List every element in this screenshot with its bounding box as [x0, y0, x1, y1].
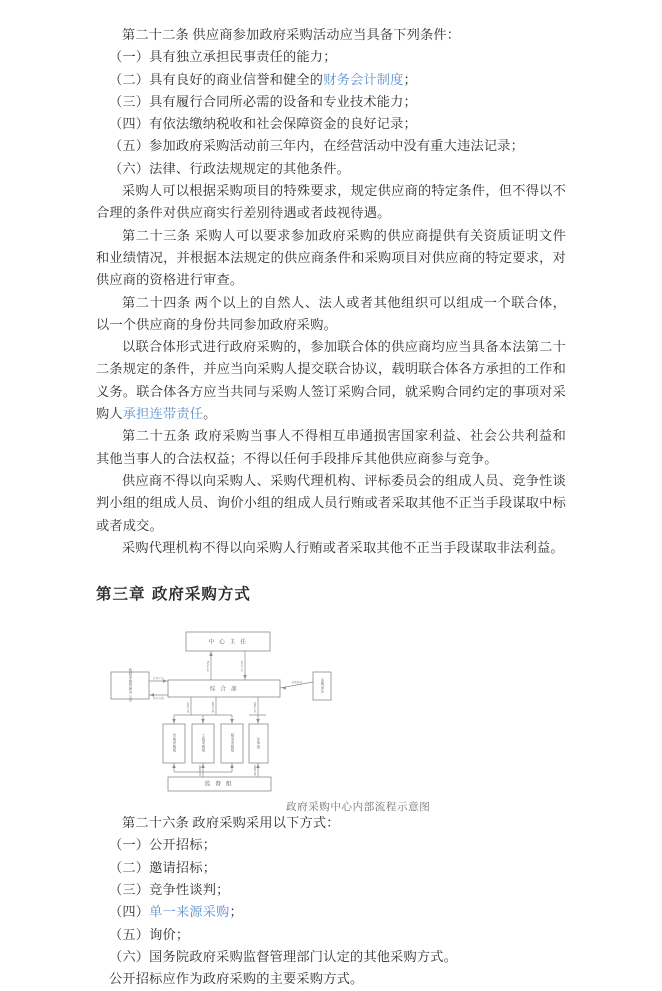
paragraph-article-24: 第二十四条 两个以上的自然人、法人或者其他组织可以组成一个联合体，以一个供应商的身份共同参加政府采购。: [96, 294, 566, 332]
paragraph-article-22-item-3: （三）具有履行合同所必需的设备和专业技术能力；: [109, 93, 417, 109]
chapter-heading-3: 第三章 政府采购方式: [96, 585, 251, 604]
arrowhead-down-3: [230, 719, 234, 723]
node-dept2-label: 工程采购组: [201, 733, 205, 753]
paragraph-article-25-sub-2: 供应商不得以向采购人、采购代理机构、评标委员会的组成人员、竞争性谈判小组的组成人员、询价小组的组成人员行贿或者采取其他不正当手段谋取中标或者成交。: [96, 472, 566, 533]
article-24-sub-2-tail: 。: [203, 406, 217, 422]
figure-procurement-center-flowchart: [96, 625, 566, 814]
edge-label-left-out: 执行反馈: [153, 697, 164, 701]
paragraph-article-22-item-6: （六）法律、行政法规规定的其他条件。: [109, 160, 350, 176]
arrowhead-up-dept2: [201, 764, 205, 768]
paragraph-article-25-sub-3: 采购代理机构不得以向采购人行贿或者采取其他不正当手段谋取非法利益。: [122, 539, 564, 555]
edge-label-up-2: 监督反馈: [253, 764, 256, 776]
spacer-below-chapter: [96, 606, 566, 625]
node-general-dept-label: 综 合 部: [209, 686, 239, 693]
paragraph-article-26-item-4: [96, 901, 566, 923]
paragraph-article-22-item-2: [96, 69, 566, 91]
node-dept4-label: 评审组: [256, 737, 260, 749]
paragraph-article-26-item-5: （五）询价；: [109, 926, 190, 942]
paragraph-article-26-item-2: （二）邀请招标；: [109, 859, 217, 875]
paragraph-article-22-item-5: （五）参加政府采购活动前三年内，在经营活动中没有重大违法记录；: [109, 138, 525, 154]
edge-label-right-out: 采购需求: [291, 681, 303, 685]
arrowhead-down-4: [256, 719, 260, 723]
item-2-text-tail: ；: [403, 71, 417, 87]
paragraph-article-26: 第二十六条 政府采购采用以下方式：: [122, 815, 340, 831]
paragraph-article-22-item-1: （一）具有独立承担民事责任的能力；: [109, 49, 337, 65]
node-dept3-label: 服务采购组: [230, 733, 234, 753]
item-4-text-tail: ；: [229, 904, 243, 920]
paragraph-article-22-item-4: （四）有依法缴纳税收和社会保障资金的良好记录；: [109, 116, 417, 132]
paragraph-article-22-sub-2: 采购人可以根据采购项目的特殊要求，规定供应商的特定条件，但不得以不合理的条件对供应商实行差别待遇或者歧视待遇。: [96, 183, 566, 221]
edge-label-to-director: 请示汇报: [206, 660, 209, 672]
arrowhead-up-dept4: [256, 764, 260, 768]
paragraph-article-22: 第二十二条 供应商参加政府采购活动应当具备下列条件：: [122, 27, 461, 42]
node-supervision-label: 监 督 组: [204, 781, 234, 788]
node-right-unit-label: 采购单位: [320, 678, 324, 694]
item-2-text-lead: （二）具有良好的商业信誉和健全的: [109, 71, 324, 87]
paragraph-article-23: 第二十三条 采购人可以要求参加政府采购的供应商提供有关资质证明文件和业绩情况，并根据本法规定的供应商条件和采购项目对供应商的特定要求，对供应商的资格进行审查。: [96, 227, 566, 288]
link-joint-several-liability[interactable]: 承担连带责任: [122, 406, 204, 422]
paragraph-article-26-item-1: （一）公开招标；: [109, 837, 217, 853]
edge-label-down-3: 结果汇总: [253, 701, 256, 713]
edge-label-left-in: 计划下达: [153, 677, 164, 681]
arrowhead-up-director: [209, 652, 213, 656]
arrowhead-up-dept3: [230, 764, 234, 768]
edge-label-up-1: 监督检查: [198, 764, 201, 776]
document-body-column: [96, 24, 566, 991]
paragraph-article-26-sub-2: 公开招标应作为政府采购的主要采购方式。: [109, 971, 364, 987]
link-financial-accounting-system[interactable]: 财务会计制度: [323, 71, 404, 87]
figure-caption: 政府采购中心内部流程示意图: [286, 802, 431, 814]
node-dept1-label: 货物采购组: [172, 733, 176, 753]
article-24-sub-2-lead: 以联合体形式进行政府采购的，参加联合体的供应商均应当具备本法第二十二条规定的条件，并应当向采购人提交联合协议，载明联合体各方承担的工作和义务。联合体各方应当共同与采购人签订采购合同，就采购合同约定的事项对采购人: [96, 339, 566, 422]
edge-label-down-2: 组织实施: [211, 701, 214, 713]
paragraph-article-25: 第二十五条 政府采购当事人不得相互串通损害国家利益、社会公共利益和其他当事人的合法权益；不得以任何手段排斥其他供应商参与竞争。: [96, 428, 566, 466]
node-left-office-label: 政府采购管理办公室: [128, 668, 132, 702]
edge-label-down-1: 任务分派: [186, 701, 189, 713]
arrowhead-down-dept: [243, 675, 247, 679]
spacer-above-chapter: [96, 559, 566, 582]
node-director-label: 中 心 主 任: [208, 639, 248, 646]
paragraph-article-26-item-6: （六）国务院政府采购监督管理部门认定的其他采购方式。: [109, 948, 458, 964]
flowchart-graphic: [106, 625, 356, 793]
item-4-text-lead: （四）: [109, 904, 150, 920]
arrowhead-up-dept1: [172, 764, 176, 768]
paragraph-article-26-item-3: （三）竞争性谈判；: [109, 882, 230, 898]
arrowhead-down-1: [172, 719, 176, 723]
paragraph-article-24-sub-2: [96, 336, 566, 425]
link-single-source-procurement[interactable]: 单一来源采购: [149, 904, 230, 920]
edge-label-from-director: 批示下达: [240, 660, 243, 672]
arrowhead-down-2: [201, 719, 205, 723]
